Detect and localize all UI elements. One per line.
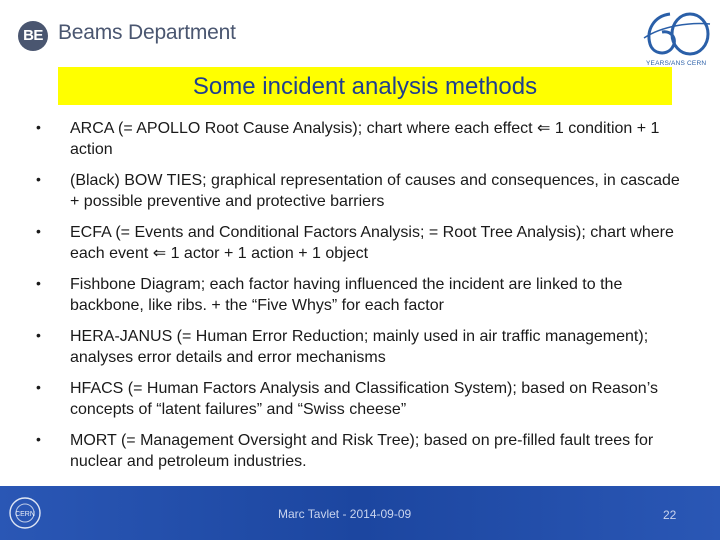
page-number: 22 <box>663 508 677 522</box>
bullet-item <box>0 430 720 482</box>
be-logo: BE <box>18 21 48 51</box>
department-name: Beams Department <box>58 21 236 44</box>
bullet-item <box>0 170 720 222</box>
bullet-item <box>0 274 720 326</box>
cern-logo-graphic <box>6 492 44 534</box>
bullet-marker: • <box>36 119 41 135</box>
bullet-item <box>0 222 720 274</box>
bullet-list <box>0 118 720 482</box>
cern-60-years-logo <box>640 8 718 68</box>
bullet-text: ARCA (= APOLLO Root Cause Analysis); chart where each effect ⇐ 1 condition + 1 action <box>70 120 660 158</box>
cern-logo <box>6 492 44 534</box>
bullet-marker: • <box>36 327 41 343</box>
cern-60-caption: YEARS/ANS CERN <box>646 60 707 67</box>
bullet-item <box>0 378 720 430</box>
bullet-text: MORT (= Management Oversight and Risk Tree); based on pre-filled fault trees for nuclear and petroleum industries. <box>70 432 654 470</box>
bullet-marker: • <box>36 379 41 395</box>
slide-header <box>0 0 720 68</box>
slide-title: Some incident analysis methods <box>192 73 538 100</box>
bullet-text: HFACS (= Human Factors Analysis and Classification System); based on Reason’s concepts of “latent failures” and “Swiss cheese” <box>70 380 658 418</box>
slide-footer <box>0 486 720 540</box>
bullet-marker: • <box>36 431 41 447</box>
cern-logo-text: CERN <box>15 511 35 518</box>
bullet-marker: • <box>36 275 41 291</box>
bullet-marker: • <box>36 171 41 187</box>
footer-author-date: Marc Tavlet - 2014-09-09 <box>278 507 412 521</box>
bullet-item <box>0 118 720 170</box>
title-band <box>58 67 672 105</box>
bullet-item <box>0 326 720 378</box>
bullet-marker: • <box>36 223 41 239</box>
bullet-text: (Black) BOW TIES; graphical representation of causes and consequences, in cascade + possible preventive and protective barriers <box>70 172 680 210</box>
bullet-text: HERA-JANUS (= Human Error Reduction; mainly used in air traffic management); analyses error details and error mechanisms <box>70 328 649 366</box>
cern-60-logo-graphic <box>640 8 712 60</box>
bullet-text: Fishbone Diagram; each factor having influenced the incident are linked to the backbone, like ribs. + the “Five Whys” for each factor <box>70 276 623 314</box>
bullet-text: ECFA (= Events and Conditional Factors Analysis; = Root Tree Analysis); chart where each event ⇐ 1 actor + 1 action + 1 object <box>70 224 674 262</box>
